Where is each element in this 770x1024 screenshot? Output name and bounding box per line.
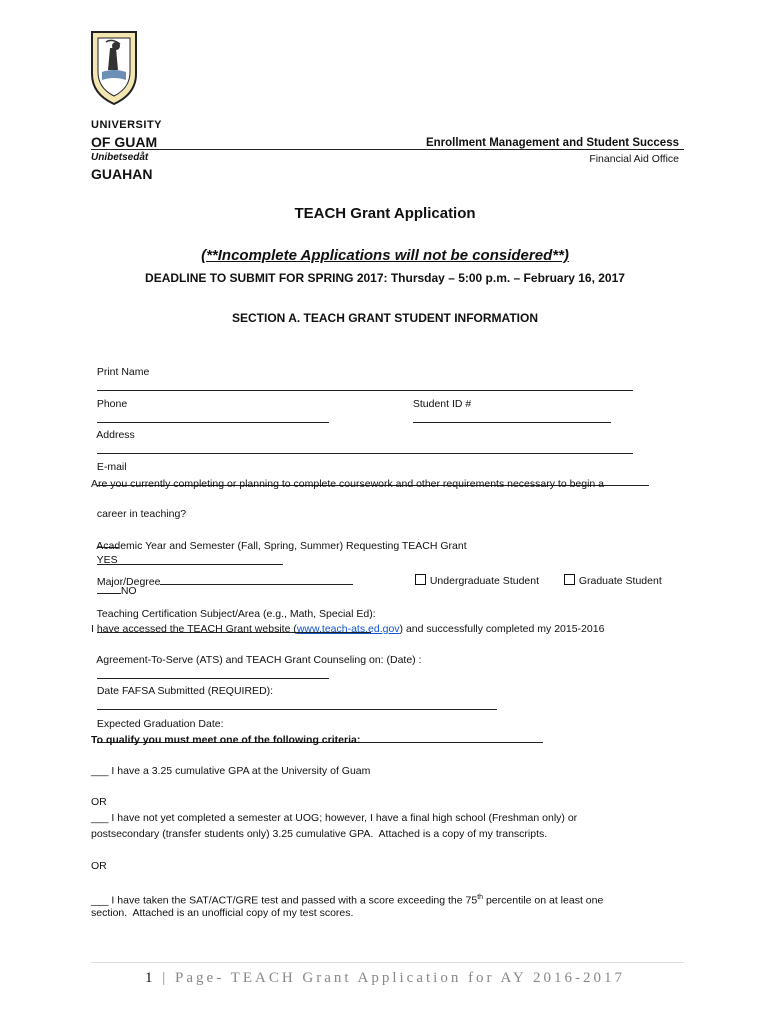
phone-label: Phone <box>96 398 128 410</box>
accessed-text-a: I have accessed the TEACH Grant website ( <box>91 623 297 635</box>
grad-date-label: Expected Graduation Date: <box>96 718 224 730</box>
guahan-label: GUAHAN <box>91 166 153 182</box>
address-label: Address <box>96 429 135 441</box>
unibetsedat-label: Unibetsedåt <box>91 152 149 163</box>
footer-rule <box>91 962 684 963</box>
criteria-test-sup: th <box>477 894 484 901</box>
page-footer <box>0 970 770 987</box>
undergrad-option[interactable] <box>409 559 539 589</box>
career-question-2: career in teaching? <box>96 508 187 520</box>
accessed-text-b: ) and successfully completed my 2015-2016 <box>399 623 605 635</box>
email-label: E-mail <box>96 461 127 473</box>
deadline-text: DEADLINE TO SUBMIT FOR SPRING 2017: Thursday – 5:00 p.m. – February 16, 2017 <box>145 271 625 285</box>
criteria-not-yet-2: postsecondary (transfer students only) 3.25 cumulative GPA. Attached is a copy of my transcripts. <box>91 828 548 840</box>
yes-label: YES <box>96 554 118 566</box>
section-a-heading: SECTION A. TEACH GRANT STUDENT INFORMATION <box>232 311 538 325</box>
career-question-1: Are you currently completing or planning to complete coursework and other requirements necessary to begin a <box>91 478 605 490</box>
undergrad-checkbox[interactable] <box>415 574 426 585</box>
major-label: Major/Degree <box>96 576 161 588</box>
footer-text: Page- TEACH Grant Application for AY 2016-2017 <box>175 970 625 986</box>
department-name: Enrollment Management and Student Success <box>425 137 679 149</box>
criteria-gpa: ___ I have a 3.25 cumulative GPA at the University of Guam <box>91 765 371 777</box>
university-seal-icon <box>86 28 142 106</box>
ats-label: Agreement-To-Serve (ATS) and TEACH Grant Counseling on: (Date) : <box>96 654 422 666</box>
criteria-test-2: section. Attached is an unofficial copy of my test scores. <box>91 907 354 919</box>
criteria-or-2: OR <box>91 860 107 872</box>
grad-label: Graduate Student <box>578 575 662 587</box>
academic-year-label: Academic Year and Semester (Fall, Spring, Summer) Requesting TEACH Grant <box>96 540 467 552</box>
incomplete-warning: (**Incomplete Applications will not be considered**) <box>201 247 569 264</box>
criteria-test-1b: percentile on at least one <box>483 894 604 907</box>
teach-website-link[interactable]: www.teach-ats.ed.gov <box>296 623 400 635</box>
page-title: TEACH Grant Application <box>294 205 476 222</box>
header-rule <box>91 149 684 150</box>
no-label: NO <box>120 585 137 597</box>
undergrad-label: Undergraduate Student <box>429 575 540 587</box>
fafsa-label: Date FAFSA Submitted (REQUIRED): <box>96 685 274 697</box>
footer-sep: | <box>155 970 176 986</box>
major-row <box>91 559 353 590</box>
criteria-test-1a: ___ I have taken the SAT/ACT/GRE test and passed with a score exceeding the 75 <box>91 894 478 907</box>
page-number: 1 <box>145 970 156 986</box>
office-name: Financial Aid Office <box>589 153 679 165</box>
cert-label: Teaching Certification Subject/Area (e.g., Math, Special Ed): <box>96 608 376 620</box>
grad-checkbox[interactable] <box>564 574 575 585</box>
grad-option[interactable] <box>558 559 662 589</box>
accessed-row <box>91 622 604 637</box>
university-label: UNIVERSITY <box>91 119 163 131</box>
major-field[interactable] <box>160 574 353 585</box>
student-id-label: Student ID # <box>412 398 472 410</box>
criteria-heading: To qualify you must meet one of the following criteria: <box>91 734 361 746</box>
print-name-label: Print Name <box>96 366 150 378</box>
criteria-or-1: OR <box>91 796 107 808</box>
criteria-not-yet-1: ___ I have not yet completed a semester at UOG; however, I have a final high school (Freshman only) or <box>91 812 578 824</box>
of-guam-label: OF GUAM <box>91 134 158 150</box>
